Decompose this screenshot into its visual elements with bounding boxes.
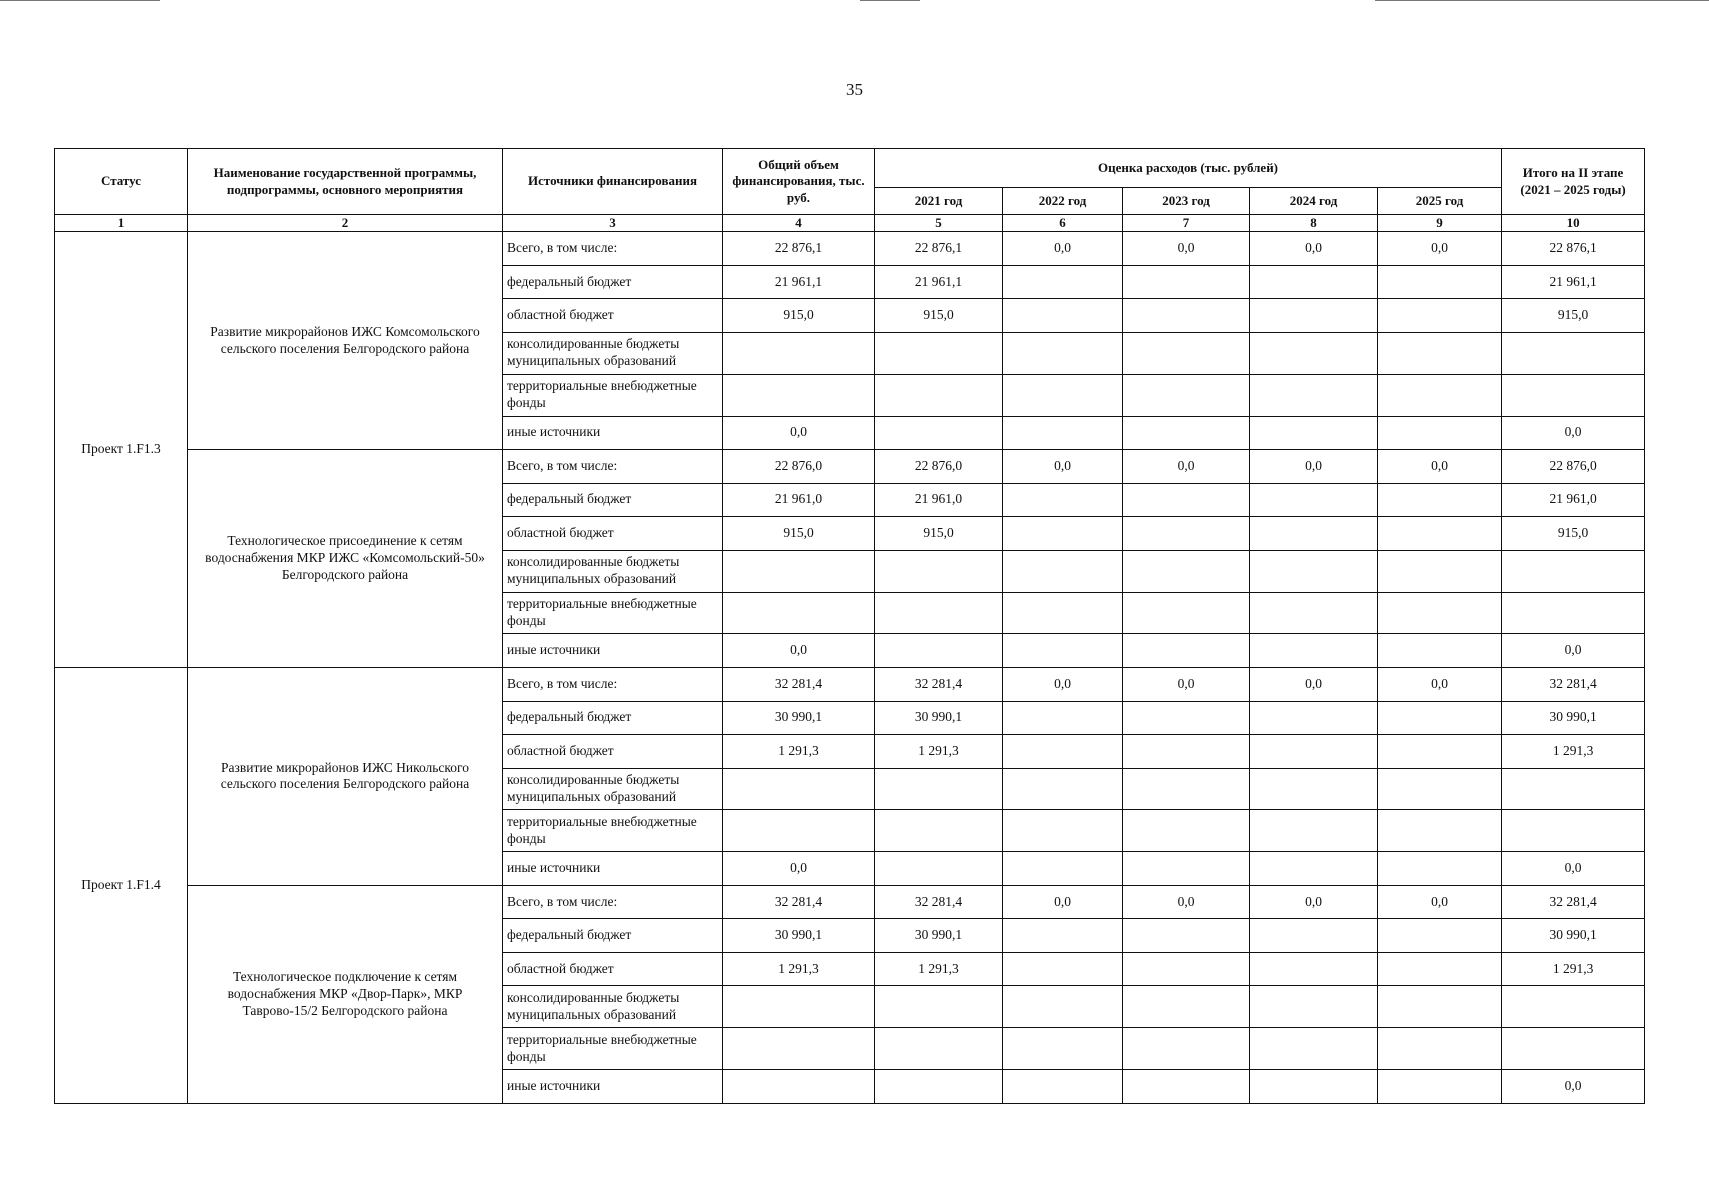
- total-volume-cell: 1 291,3: [723, 952, 875, 986]
- total-volume-cell: 32 281,4: [723, 668, 875, 702]
- year-value-cell: [875, 852, 1003, 886]
- year-value-cell: 0,0: [1003, 232, 1123, 266]
- year-value-cell: 1 291,3: [875, 952, 1003, 986]
- year-value-cell: 915,0: [875, 517, 1003, 551]
- year-value-cell: [1003, 416, 1123, 450]
- stage-total-cell: [1502, 592, 1645, 634]
- total-volume-cell: 32 281,4: [723, 885, 875, 919]
- stage-total-cell: [1502, 986, 1645, 1028]
- year-value-cell: [875, 592, 1003, 634]
- year-value-cell: [875, 374, 1003, 416]
- year-value-cell: [1378, 416, 1502, 450]
- year-value-cell: [1250, 265, 1378, 299]
- funding-source: Всего, в том числе:: [503, 885, 723, 919]
- funding-source: иные источники: [503, 634, 723, 668]
- total-volume-cell: [723, 332, 875, 374]
- total-volume-cell: 22 876,1: [723, 232, 875, 266]
- header-stage-total: Итого на II этапе (2021 – 2025 годы): [1502, 149, 1645, 215]
- funding-source: федеральный бюджет: [503, 919, 723, 953]
- year-value-cell: [875, 1028, 1003, 1070]
- year-value-cell: [1123, 1028, 1250, 1070]
- stage-total-cell: 0,0: [1502, 852, 1645, 886]
- header-year-2025: 2025 год: [1378, 188, 1502, 215]
- stage-total-cell: 32 281,4: [1502, 885, 1645, 919]
- total-volume-cell: [723, 1028, 875, 1070]
- year-value-cell: [1003, 701, 1123, 735]
- total-volume-cell: [723, 768, 875, 810]
- event-name: Развитие микрорайонов ИЖС Никольского сельского поселения Белгородского района: [188, 668, 503, 886]
- event-name: Развитие микрорайонов ИЖС Комсомольского сельского поселения Белгородского района: [188, 232, 503, 450]
- stage-total-cell: 30 990,1: [1502, 919, 1645, 953]
- year-value-cell: [1250, 374, 1378, 416]
- year-value-cell: 915,0: [875, 299, 1003, 333]
- scan-edge-right: [1375, 0, 1709, 1]
- year-value-cell: 22 876,1: [875, 232, 1003, 266]
- year-value-cell: [1123, 735, 1250, 769]
- total-volume-cell: [723, 986, 875, 1028]
- header-status: Статус: [55, 149, 188, 215]
- year-value-cell: 0,0: [1003, 885, 1123, 919]
- year-value-cell: [1123, 810, 1250, 852]
- year-value-cell: [1003, 1070, 1123, 1104]
- year-value-cell: [1378, 299, 1502, 333]
- year-value-cell: [1378, 952, 1502, 986]
- page-number: 35: [846, 80, 863, 99]
- year-value-cell: 21 961,0: [875, 483, 1003, 517]
- year-value-cell: [1123, 550, 1250, 592]
- year-value-cell: 0,0: [1123, 885, 1250, 919]
- stage-total-cell: [1502, 550, 1645, 592]
- year-value-cell: [1123, 1070, 1250, 1104]
- header-year-2023: 2023 год: [1123, 188, 1250, 215]
- header-total-volume: Общий объем финансирования, тыс. руб.: [723, 149, 875, 215]
- year-value-cell: 0,0: [1003, 668, 1123, 702]
- year-value-cell: [1003, 852, 1123, 886]
- header-year-2024: 2024 год: [1250, 188, 1378, 215]
- table-row: [55, 232, 1645, 266]
- year-value-cell: [875, 634, 1003, 668]
- year-value-cell: [1003, 735, 1123, 769]
- year-value-cell: [1378, 517, 1502, 551]
- year-value-cell: [1123, 701, 1250, 735]
- header-sources: Источники финансирования: [503, 149, 723, 215]
- year-value-cell: [1003, 517, 1123, 551]
- year-value-cell: [1003, 483, 1123, 517]
- year-value-cell: [1250, 701, 1378, 735]
- column-number: 1: [55, 215, 188, 232]
- year-value-cell: 0,0: [1378, 668, 1502, 702]
- column-number: 7: [1123, 215, 1250, 232]
- total-volume-cell: 915,0: [723, 299, 875, 333]
- total-volume-cell: [723, 592, 875, 634]
- stage-total-cell: 915,0: [1502, 299, 1645, 333]
- funding-source: Всего, в том числе:: [503, 232, 723, 266]
- year-value-cell: [1378, 265, 1502, 299]
- funding-source: консолидированные бюджеты муниципальных образований: [503, 768, 723, 810]
- year-value-cell: 0,0: [1003, 450, 1123, 484]
- event-name: Технологическое присоединение к сетям водоснабжения МКР ИЖС «Комсомольский-50» Белгородского района: [188, 450, 503, 668]
- year-value-cell: [1378, 1028, 1502, 1070]
- year-value-cell: [1378, 735, 1502, 769]
- year-value-cell: [1250, 768, 1378, 810]
- year-value-cell: 22 876,0: [875, 450, 1003, 484]
- year-value-cell: [1123, 332, 1250, 374]
- funding-source: территориальные внебюджетные фонды: [503, 592, 723, 634]
- column-number: 9: [1378, 215, 1502, 232]
- column-number-row: [55, 215, 1645, 232]
- year-value-cell: [1378, 919, 1502, 953]
- stage-total-cell: [1502, 374, 1645, 416]
- total-volume-cell: 0,0: [723, 852, 875, 886]
- year-value-cell: [1378, 374, 1502, 416]
- header-estimate: Оценка расходов (тыс. рублей): [875, 149, 1502, 188]
- year-value-cell: [1378, 810, 1502, 852]
- table-body: [55, 232, 1645, 1104]
- year-value-cell: [1378, 634, 1502, 668]
- stage-total-cell: 22 876,0: [1502, 450, 1645, 484]
- year-value-cell: [1123, 986, 1250, 1028]
- year-value-cell: 0,0: [1378, 885, 1502, 919]
- header-year-2022: 2022 год: [1003, 188, 1123, 215]
- year-value-cell: 0,0: [1250, 232, 1378, 266]
- year-value-cell: [1003, 634, 1123, 668]
- year-value-cell: 0,0: [1250, 668, 1378, 702]
- year-value-cell: 0,0: [1378, 232, 1502, 266]
- year-value-cell: 0,0: [1378, 450, 1502, 484]
- year-value-cell: [1003, 919, 1123, 953]
- project-status: Проект 1.F1.3: [55, 232, 188, 668]
- year-value-cell: [1123, 919, 1250, 953]
- total-volume-cell: 0,0: [723, 416, 875, 450]
- year-value-cell: [875, 416, 1003, 450]
- year-value-cell: 0,0: [1250, 450, 1378, 484]
- total-volume-cell: 21 961,1: [723, 265, 875, 299]
- column-number: 6: [1003, 215, 1123, 232]
- year-value-cell: [1250, 634, 1378, 668]
- stage-total-cell: 22 876,1: [1502, 232, 1645, 266]
- column-number: 2: [188, 215, 503, 232]
- year-value-cell: [1123, 592, 1250, 634]
- total-volume-cell: 30 990,1: [723, 701, 875, 735]
- year-value-cell: [1003, 332, 1123, 374]
- year-value-cell: [1123, 416, 1250, 450]
- year-value-cell: [1378, 483, 1502, 517]
- event-name: Технологическое подключение к сетям водоснабжения МКР «Двор-Парк», МКР Таврово-15/2 Белгородского района: [188, 885, 503, 1103]
- total-volume-cell: 915,0: [723, 517, 875, 551]
- funding-source: консолидированные бюджеты муниципальных образований: [503, 332, 723, 374]
- year-value-cell: [1123, 265, 1250, 299]
- year-value-cell: [1250, 416, 1378, 450]
- year-value-cell: [1123, 852, 1250, 886]
- funding-source: иные источники: [503, 416, 723, 450]
- funding-source: областной бюджет: [503, 299, 723, 333]
- year-value-cell: [875, 768, 1003, 810]
- year-value-cell: [1123, 768, 1250, 810]
- table-row: [55, 885, 1645, 919]
- year-value-cell: 21 961,1: [875, 265, 1003, 299]
- total-volume-cell: [723, 1070, 875, 1104]
- year-value-cell: [1003, 986, 1123, 1028]
- year-value-cell: [1123, 299, 1250, 333]
- year-value-cell: [1123, 952, 1250, 986]
- column-number: 10: [1502, 215, 1645, 232]
- stage-total-cell: 32 281,4: [1502, 668, 1645, 702]
- year-value-cell: 30 990,1: [875, 701, 1003, 735]
- stage-total-cell: 21 961,1: [1502, 265, 1645, 299]
- total-volume-cell: 21 961,0: [723, 483, 875, 517]
- total-volume-cell: [723, 810, 875, 852]
- budget-table: [54, 148, 1645, 1104]
- year-value-cell: [1003, 592, 1123, 634]
- funding-source: территориальные внебюджетные фонды: [503, 1028, 723, 1070]
- year-value-cell: [1250, 986, 1378, 1028]
- stage-total-cell: 915,0: [1502, 517, 1645, 551]
- header-name: Наименование государственной программы, подпрограммы, основного мероприятия: [188, 149, 503, 215]
- year-value-cell: [875, 810, 1003, 852]
- stage-total-cell: 0,0: [1502, 416, 1645, 450]
- funding-source: областной бюджет: [503, 517, 723, 551]
- year-value-cell: [1003, 1028, 1123, 1070]
- year-value-cell: 0,0: [1123, 668, 1250, 702]
- funding-source: Всего, в том числе:: [503, 450, 723, 484]
- year-value-cell: [1250, 483, 1378, 517]
- year-value-cell: [1123, 634, 1250, 668]
- year-value-cell: [1123, 517, 1250, 551]
- year-value-cell: [1250, 1070, 1378, 1104]
- header-row: [55, 149, 1645, 188]
- total-volume-cell: 1 291,3: [723, 735, 875, 769]
- year-value-cell: [1003, 952, 1123, 986]
- year-value-cell: [1123, 483, 1250, 517]
- funding-source: иные источники: [503, 1070, 723, 1104]
- year-value-cell: [1250, 1028, 1378, 1070]
- stage-total-cell: 30 990,1: [1502, 701, 1645, 735]
- year-value-cell: [1003, 299, 1123, 333]
- stage-total-cell: [1502, 768, 1645, 810]
- project-status: Проект 1.F1.4: [55, 668, 188, 1104]
- header-year-2021: 2021 год: [875, 188, 1003, 215]
- funding-source: федеральный бюджет: [503, 265, 723, 299]
- funding-source: иные источники: [503, 852, 723, 886]
- year-value-cell: [875, 550, 1003, 592]
- total-volume-cell: 30 990,1: [723, 919, 875, 953]
- year-value-cell: [1378, 1070, 1502, 1104]
- year-value-cell: [1250, 919, 1378, 953]
- funding-source: территориальные внебюджетные фонды: [503, 374, 723, 416]
- year-value-cell: [1378, 550, 1502, 592]
- table-row: [55, 450, 1645, 484]
- total-volume-cell: 0,0: [723, 634, 875, 668]
- year-value-cell: [1250, 550, 1378, 592]
- stage-total-cell: 21 961,0: [1502, 483, 1645, 517]
- year-value-cell: [1250, 592, 1378, 634]
- year-value-cell: [1123, 374, 1250, 416]
- year-value-cell: [1003, 810, 1123, 852]
- column-number: 5: [875, 215, 1003, 232]
- table-row: [55, 668, 1645, 702]
- year-value-cell: [1378, 852, 1502, 886]
- year-value-cell: 1 291,3: [875, 735, 1003, 769]
- funding-source: консолидированные бюджеты муниципальных образований: [503, 550, 723, 592]
- year-value-cell: [1250, 952, 1378, 986]
- funding-source: областной бюджет: [503, 735, 723, 769]
- year-value-cell: [1250, 332, 1378, 374]
- scan-edge-left: [0, 0, 160, 1]
- stage-total-cell: [1502, 1028, 1645, 1070]
- column-number: 3: [503, 215, 723, 232]
- scan-edge-middle: [860, 0, 920, 1]
- total-volume-cell: 22 876,0: [723, 450, 875, 484]
- funding-source: территориальные внебюджетные фонды: [503, 810, 723, 852]
- stage-total-cell: 0,0: [1502, 634, 1645, 668]
- year-value-cell: [1003, 374, 1123, 416]
- year-value-cell: 32 281,4: [875, 668, 1003, 702]
- total-volume-cell: [723, 550, 875, 592]
- total-volume-cell: [723, 374, 875, 416]
- year-value-cell: [1250, 517, 1378, 551]
- year-value-cell: [1378, 332, 1502, 374]
- year-value-cell: [1003, 550, 1123, 592]
- year-value-cell: 0,0: [1123, 232, 1250, 266]
- year-value-cell: [1250, 735, 1378, 769]
- stage-total-cell: [1502, 332, 1645, 374]
- year-value-cell: [1250, 810, 1378, 852]
- year-value-cell: [1378, 768, 1502, 810]
- year-value-cell: [1378, 701, 1502, 735]
- year-value-cell: [1003, 768, 1123, 810]
- year-value-cell: [1378, 986, 1502, 1028]
- year-value-cell: [875, 1070, 1003, 1104]
- column-number: 4: [723, 215, 875, 232]
- year-value-cell: [875, 986, 1003, 1028]
- stage-total-cell: 0,0: [1502, 1070, 1645, 1104]
- year-value-cell: [875, 332, 1003, 374]
- year-value-cell: [1003, 265, 1123, 299]
- year-value-cell: 32 281,4: [875, 885, 1003, 919]
- stage-total-cell: 1 291,3: [1502, 735, 1645, 769]
- stage-total-cell: 1 291,3: [1502, 952, 1645, 986]
- funding-source: консолидированные бюджеты муниципальных образований: [503, 986, 723, 1028]
- year-value-cell: 0,0: [1250, 885, 1378, 919]
- year-value-cell: [1378, 592, 1502, 634]
- funding-source: федеральный бюджет: [503, 701, 723, 735]
- stage-total-cell: [1502, 810, 1645, 852]
- funding-source: областной бюджет: [503, 952, 723, 986]
- column-number: 8: [1250, 215, 1378, 232]
- year-value-cell: 30 990,1: [875, 919, 1003, 953]
- funding-source: федеральный бюджет: [503, 483, 723, 517]
- year-value-cell: [1250, 852, 1378, 886]
- year-value-cell: [1250, 299, 1378, 333]
- year-value-cell: 0,0: [1123, 450, 1250, 484]
- funding-source: Всего, в том числе:: [503, 668, 723, 702]
